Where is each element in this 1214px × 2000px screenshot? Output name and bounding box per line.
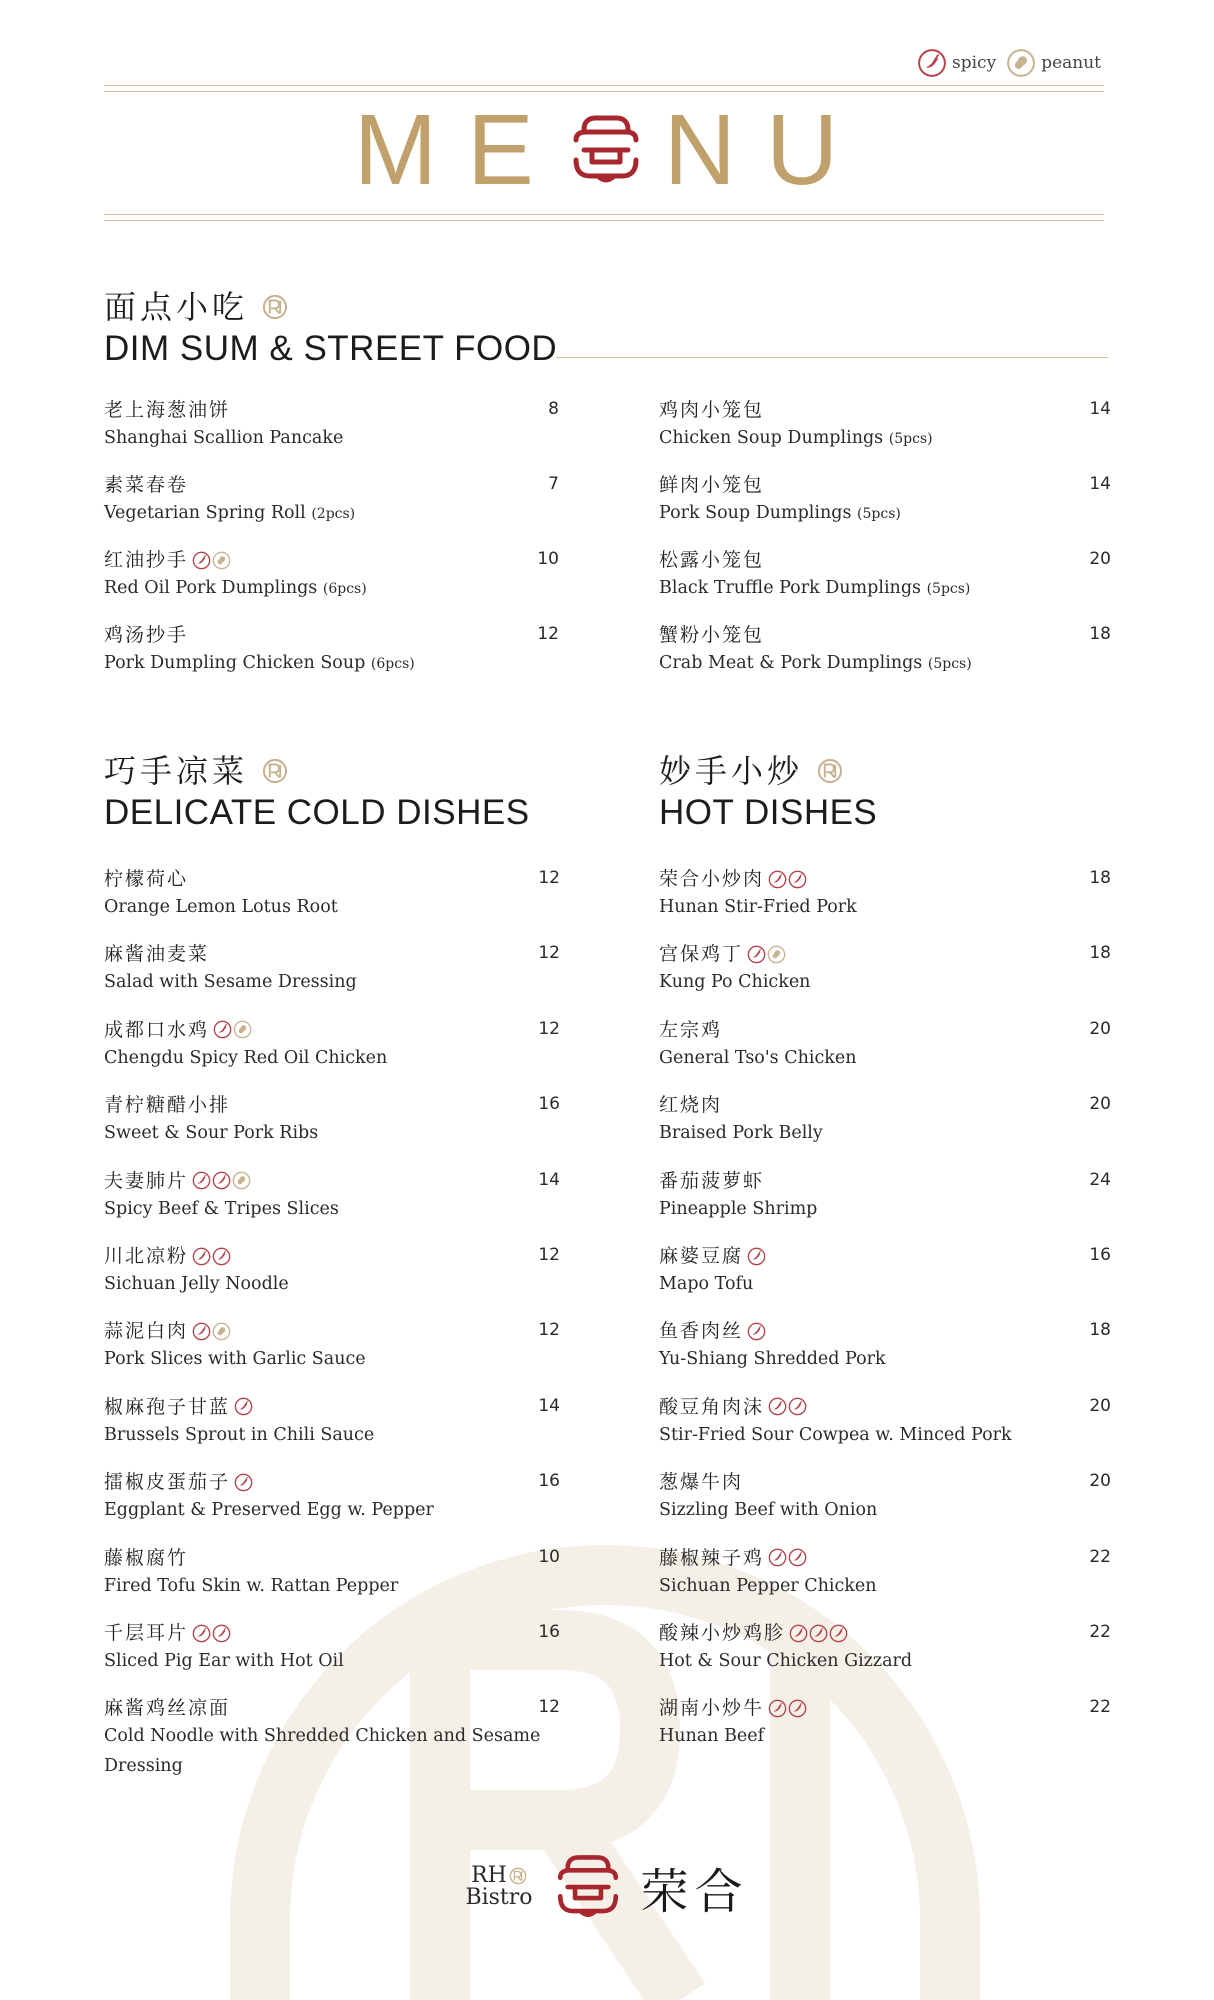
menu-item-name-zh-text: 夫妻肺片	[104, 1169, 189, 1192]
chili-icon	[829, 1624, 848, 1643]
menu-item-name-zh	[659, 1394, 1111, 1420]
menu-item-name-zh-text: 擂椒皮蛋茄子	[104, 1471, 231, 1494]
menu-item-name-zh-text: 老上海葱油饼	[104, 399, 231, 421]
header-rule-top-inner	[104, 91, 1104, 92]
menu-item-price: 8	[548, 399, 559, 419]
chili-icon	[917, 48, 947, 78]
allergen-icons	[789, 1624, 848, 1643]
menu-item-name-en-text: Mapo Tofu	[659, 1274, 754, 1294]
menu-item-name-en-text: Orange Lemon Lotus Root	[104, 897, 338, 917]
allergen-icons	[747, 1322, 766, 1341]
menu-item	[659, 472, 1111, 529]
menu-item-price: 12	[537, 624, 559, 644]
menu-item-name-en	[104, 573, 559, 604]
legend-spicy-label: spicy	[952, 53, 997, 73]
menu-item	[659, 1394, 1111, 1450]
menu-item-name-en	[104, 1118, 560, 1148]
footer-rh: RH	[471, 1863, 507, 1888]
menu-item-name-zh-text: 红烧肉	[659, 1094, 723, 1117]
chili-icon	[747, 1247, 766, 1266]
menu-item-name-en-text: Kung Po Chicken	[659, 972, 811, 993]
menu-item	[104, 397, 559, 453]
menu-item-name-en-text: Sliced Pig Ear with Hot Oil	[104, 1651, 344, 1671]
menu-item	[104, 941, 560, 997]
menu-item-name-en	[104, 1043, 560, 1073]
allergen-icons	[192, 1624, 231, 1643]
allergen-icons	[192, 1171, 251, 1190]
header-rule-bottom	[104, 220, 1104, 221]
menu-item-name-en	[104, 1344, 560, 1374]
menu-item-price: 10	[538, 1546, 560, 1567]
menu-item-pieces: (5pcs)	[926, 581, 971, 597]
menu-item-name-en-text: Stir-Fried Sour Cowpea w. Minced Pork	[659, 1424, 1012, 1445]
menu-item-price: 14	[538, 1395, 560, 1416]
menu-item	[659, 1620, 1111, 1676]
section-title-en: DIM SUM & STREET FOOD	[104, 329, 558, 369]
menu-item-name-zh-text: 鲜肉小笼包	[659, 474, 765, 496]
menu-item-name-en	[659, 1118, 1111, 1148]
section-title-zh-text: 巧手凉菜	[104, 752, 249, 790]
menu-item-name-en-text: Eggplant & Preserved Egg w. Pepper	[104, 1500, 434, 1521]
menu-item-name-zh-text: 松露小笼包	[659, 549, 765, 571]
menu-item-name-zh-text: 湖南小炒牛	[659, 1697, 765, 1720]
menu-item-pieces: (5pcs)	[888, 431, 933, 447]
chili-icon	[768, 1397, 787, 1416]
menu-item-name-zh	[659, 1620, 1111, 1646]
menu-item-name-en	[104, 892, 560, 922]
menu-item-name-en-text: Chicken Soup Dumplings	[659, 428, 884, 448]
menu-item-name-en	[104, 1495, 560, 1525]
peanut-icon	[212, 551, 231, 570]
legend-peanut-label: peanut	[1041, 53, 1101, 73]
allergen-icons	[192, 551, 231, 570]
menu-item-price: 14	[1089, 399, 1111, 419]
menu-item	[659, 1243, 1111, 1299]
menu-item	[104, 866, 560, 922]
menu-item-name-zh	[104, 1017, 560, 1043]
menu-item-name-zh	[659, 397, 1111, 423]
menu-item-name-zh	[659, 1168, 1111, 1194]
menu-item-name-zh	[659, 1017, 1111, 1043]
menu-item-price: 20	[1089, 1094, 1111, 1115]
allergen-icons	[768, 870, 807, 889]
allergen-icons	[747, 1247, 766, 1266]
footer-zh-name: 荣合	[640, 1863, 749, 1920]
menu-item-name-en-text: Red Oil Pork Dumplings	[104, 578, 318, 598]
chili-icon	[747, 1322, 766, 1341]
menu-item-price: 18	[1089, 624, 1111, 644]
chili-icon	[212, 1171, 231, 1190]
menu-item-price: 20	[1089, 1395, 1111, 1416]
chili-icon	[789, 1624, 808, 1643]
menu-item-name-en-text: Sichuan Jelly Noodle	[104, 1274, 289, 1294]
menu-item-name-zh-text: 番茄菠萝虾	[659, 1169, 765, 1192]
menu-item-name-zh-text: 素菜春卷	[104, 474, 189, 496]
rh-mark-icon	[817, 758, 843, 784]
menu-item-name-en-text: Pork Soup Dumplings	[659, 503, 852, 523]
menu-title-letter: U	[766, 94, 861, 206]
menu-item-name-en	[659, 1420, 1111, 1450]
menu-item-name-zh-text: 藤椒辣子鸡	[659, 1546, 765, 1569]
menu-item	[104, 1092, 560, 1148]
legend-spicy	[917, 48, 996, 78]
menu-item-name-zh-text: 左宗鸡	[659, 1018, 723, 1041]
allergen-icons	[768, 1699, 807, 1718]
menu-item-name-zh-text: 鱼香肉丝	[659, 1320, 744, 1343]
menu-item	[104, 1620, 560, 1676]
menu-item-name-en	[104, 423, 559, 453]
menu-item-name-en-text: Sweet & Sour Pork Ribs	[104, 1123, 319, 1144]
menu-item-price: 7	[548, 474, 559, 494]
menu-item-pieces: (5pcs)	[857, 506, 901, 522]
peanut-icon	[232, 1171, 251, 1190]
menu-item-name-zh-text: 椒麻孢子甘蓝	[104, 1395, 231, 1418]
chili-icon	[192, 1624, 211, 1643]
menu-item-name-en	[104, 1420, 560, 1450]
menu-item-name-zh-text: 麻婆豆腐	[659, 1245, 744, 1267]
menu-item-name-zh	[104, 1092, 560, 1118]
menu-item-name-zh	[659, 1318, 1111, 1344]
allergen-icons	[192, 1322, 231, 1341]
section-title-zh	[104, 288, 557, 326]
menu-item-name-en-text: Chengdu Spicy Red Oil Chicken	[104, 1047, 388, 1068]
chili-icon	[213, 1020, 232, 1039]
chili-icon	[234, 1397, 253, 1416]
rh-mark-icon	[262, 294, 288, 320]
menu-item-name-zh	[659, 622, 1111, 648]
menu-item-price: 18	[1089, 868, 1111, 888]
allergen-icons	[768, 1397, 807, 1416]
menu-item-name-zh-text: 麻酱鸡丝凉面	[104, 1697, 231, 1720]
menu-item-name-zh	[104, 472, 559, 498]
menu-item-price: 12	[538, 1245, 560, 1265]
allergen-icons	[213, 1020, 252, 1039]
brand-logo-icon	[549, 1850, 627, 1924]
menu-item-name-zh-text: 酸豆角肉沫	[659, 1395, 765, 1418]
chili-icon	[809, 1624, 828, 1643]
menu-item-name-zh-text: 麻酱油麦菜	[104, 943, 210, 966]
menu-item-name-zh-text: 藤椒腐竹	[104, 1546, 189, 1569]
menu-item-name-en-text: Black Truffle Pork Dumplings	[659, 578, 921, 598]
menu-item	[104, 472, 559, 529]
menu-item-name-en-text: Hot & Sour Chicken Gizzard	[659, 1651, 913, 1671]
menu-item-pieces: (6pcs)	[370, 656, 415, 672]
chili-icon	[192, 1247, 211, 1266]
menu-item-price: 22	[1089, 1622, 1111, 1642]
menu-item-name-en	[659, 967, 1111, 997]
peanut-icon	[212, 1322, 231, 1341]
menu-item-name-zh-text: 柠檬荷心	[104, 868, 189, 890]
menu-item-name-zh	[104, 1168, 560, 1194]
allergen-icons	[192, 1247, 231, 1266]
peanut-icon	[1006, 48, 1036, 78]
section-title-en: DELICATE COLD DISHES	[104, 793, 530, 833]
menu-item-name-zh	[104, 941, 560, 967]
menu-item-name-zh	[659, 866, 1111, 892]
menu-item-name-zh	[104, 1394, 560, 1420]
menu-item-name-zh-text: 宫保鸡丁	[659, 943, 744, 966]
menu-title	[0, 94, 1214, 206]
menu-item-name-zh	[104, 1243, 560, 1269]
menu-item	[104, 1243, 560, 1299]
section-title-zh-text: 妙手小炒	[659, 752, 804, 790]
menu-item-price: 24	[1089, 1169, 1111, 1190]
menu-item-name-en	[659, 498, 1111, 529]
menu-item-name-zh-text: 荣合小炒肉	[659, 868, 765, 890]
menu-item-name-en	[659, 1571, 1111, 1601]
chili-icon	[768, 870, 787, 889]
section-title-en: HOT DISHES	[659, 793, 878, 833]
chili-icon	[192, 1171, 211, 1190]
chili-icon	[212, 1624, 231, 1643]
menu-item	[659, 1469, 1111, 1525]
section-title-zh-text: 面点小吃	[104, 288, 249, 326]
menu-item-pieces: (5pcs)	[927, 656, 972, 672]
section-dim-sum	[104, 288, 557, 370]
menu-item-name-en-text: Hunan Beef	[659, 1726, 765, 1747]
menu-item	[659, 547, 1111, 604]
menu-item-name-en	[104, 648, 559, 679]
footer-bistro: Bistro	[465, 1885, 533, 1910]
menu-item-name-en-text: Spicy Beef & Tripes Slices	[104, 1198, 339, 1219]
allergen-legend	[917, 48, 1101, 78]
menu-item-name-en	[659, 892, 1111, 922]
menu-item-name-en	[104, 1571, 560, 1601]
menu-item	[659, 1695, 1111, 1751]
menu-item	[659, 866, 1111, 922]
allergen-icons	[234, 1397, 253, 1416]
menu-item-name-zh	[104, 622, 559, 648]
chili-icon	[747, 945, 766, 964]
menu-title-letter: N	[663, 94, 758, 206]
menu-item-name-en	[659, 1721, 1111, 1751]
menu-item-name-zh	[104, 1469, 560, 1495]
menu-item-name-en	[104, 1646, 560, 1676]
chili-icon	[768, 1699, 787, 1718]
peanut-icon	[233, 1020, 252, 1039]
section-hot-dishes	[659, 752, 877, 834]
menu-item-name-zh-text: 鸡汤抄手	[104, 624, 189, 646]
menu-item-price: 14	[538, 1169, 560, 1190]
menu-title-letter: M	[353, 94, 460, 206]
menu-item-price: 16	[538, 1471, 560, 1492]
chili-icon	[192, 551, 211, 570]
menu-item-price: 20	[1089, 1471, 1111, 1492]
menu-item-name-en	[104, 1194, 560, 1224]
chili-icon	[788, 870, 807, 889]
menu-item	[104, 1168, 560, 1224]
menu-item-name-zh	[659, 1469, 1111, 1495]
menu-item-name-zh	[104, 547, 559, 573]
menu-item-price: 12	[538, 1018, 560, 1039]
menu-item	[104, 1017, 560, 1073]
menu-item	[104, 622, 559, 679]
menu-item	[659, 1168, 1111, 1224]
chili-icon	[788, 1699, 807, 1718]
menu-item-name-en-text: Crab Meat & Pork Dumplings	[659, 653, 923, 673]
menu-item-name-zh	[659, 547, 1111, 573]
allergen-icons	[747, 945, 786, 964]
menu-item-name-en	[659, 1043, 1111, 1073]
section-cold-dishes	[104, 752, 530, 834]
menu-item-name-zh	[104, 1545, 560, 1571]
chili-icon	[234, 1473, 253, 1492]
menu-title-letter: E	[467, 94, 556, 206]
menu-item-name-en-text: Pork Slices with Garlic Sauce	[104, 1349, 366, 1370]
menu-item-name-zh	[659, 1243, 1111, 1269]
chili-icon	[788, 1548, 807, 1567]
menu-item	[659, 1318, 1111, 1374]
menu-item-name-en-text: Salad with Sesame Dressing	[104, 972, 357, 993]
menu-item-price: 14	[1089, 474, 1111, 494]
section-title-zh	[659, 752, 877, 790]
menu-item-name-en	[659, 1194, 1111, 1224]
menu-item-price: 10	[537, 549, 559, 569]
menu-item-price: 22	[1089, 1546, 1111, 1567]
menu-item-name-zh	[659, 1092, 1111, 1118]
allergen-icons	[768, 1548, 807, 1567]
menu-item-name-en	[659, 1495, 1111, 1525]
menu-item-name-en	[659, 648, 1111, 679]
section-divider	[556, 357, 1108, 358]
menu-item-price: 20	[1089, 1018, 1111, 1039]
menu-item-name-zh-text: 千层耳片	[104, 1622, 189, 1644]
menu-item-name-zh	[104, 1620, 560, 1646]
menu-item-price: 16	[1089, 1245, 1111, 1265]
menu-item-name-zh-text: 红油抄手	[104, 549, 189, 571]
menu-item-price: 12	[538, 943, 560, 964]
menu-item	[104, 1318, 560, 1374]
menu-item-pieces: (2pcs)	[311, 506, 356, 522]
menu-item-price: 12	[538, 868, 560, 888]
menu-item-name-en	[659, 423, 1111, 454]
section-title-zh	[104, 752, 530, 790]
menu-item	[659, 941, 1111, 997]
menu-item-name-zh-text: 蒜泥白肉	[104, 1320, 189, 1343]
menu-item-name-en-text: Vegetarian Spring Roll	[104, 503, 306, 523]
legend-peanut	[1006, 48, 1101, 78]
brand-logo-icon	[570, 110, 642, 190]
menu-item-name-zh-text: 蟹粉小笼包	[659, 624, 765, 646]
menu-item-name-zh	[104, 1695, 560, 1721]
menu-item-name-en-text: Braised Pork Belly	[659, 1123, 823, 1144]
menu-item-name-zh-text: 酸辣小炒鸡胗	[659, 1622, 786, 1644]
menu-item	[104, 1695, 560, 1781]
menu-item	[659, 1092, 1111, 1148]
menu-item-name-en	[104, 1721, 560, 1781]
header-rule-top	[104, 85, 1104, 86]
menu-item	[659, 1017, 1111, 1073]
menu-item-name-en	[104, 1269, 560, 1299]
menu-item-name-en-text: Pork Dumpling Chicken Soup	[104, 653, 366, 673]
footer-rh-bistro	[465, 1865, 532, 1909]
footer-brand	[0, 1850, 1214, 1924]
menu-item-price: 18	[1089, 1320, 1111, 1341]
menu-item-price: 16	[538, 1094, 560, 1115]
menu-item-price: 12	[538, 1320, 560, 1341]
menu-item-name-en	[104, 967, 560, 997]
menu-item-name-zh	[659, 472, 1111, 498]
menu-item	[104, 1394, 560, 1450]
menu-item-name-zh	[659, 1545, 1111, 1571]
menu-item	[104, 547, 559, 604]
menu-item	[659, 397, 1111, 454]
header-rule-bottom-inner	[104, 214, 1104, 215]
menu-item-name-en	[659, 1646, 1111, 1676]
menu-item-name-en-text: Pineapple Shrimp	[659, 1198, 818, 1219]
menu-item-name-en-text: Sizzling Beef with Onion	[659, 1500, 878, 1521]
menu-item-price: 12	[538, 1697, 560, 1718]
chili-icon	[768, 1548, 787, 1567]
menu-item-name-en-text: Brussels Sprout in Chili Sauce	[104, 1424, 375, 1445]
menu-item-name-en-text: Yu-Shiang Shredded Pork	[659, 1349, 886, 1370]
menu-item-price: 22	[1089, 1697, 1111, 1718]
menu-item-name-en	[659, 1344, 1111, 1374]
menu-item-name-en-text: General Tso's Chicken	[659, 1047, 857, 1068]
peanut-icon	[767, 945, 786, 964]
menu-item-name-en	[104, 498, 559, 529]
menu-item-name-en-text: Fired Tofu Skin w. Rattan Pepper	[104, 1575, 399, 1596]
menu-item-name-zh	[659, 941, 1111, 967]
menu-item-name-zh-text: 川北凉粉	[104, 1245, 189, 1267]
menu-item-name-en-text: Sichuan Pepper Chicken	[659, 1575, 877, 1596]
menu-item-name-en-text: Shanghai Scallion Pancake	[104, 428, 344, 448]
menu-item-name-zh-text: 成都口水鸡	[104, 1018, 210, 1041]
menu-item-name-en-text: Hunan Stir-Fried Pork	[659, 897, 857, 917]
menu-item-name-en-text: Cold Noodle with Shredded Chicken and Sesame Dressing	[104, 1726, 541, 1777]
allergen-icons	[234, 1473, 253, 1492]
rh-mark-icon	[509, 1867, 527, 1885]
menu-item-name-zh	[659, 1695, 1111, 1721]
menu-item	[104, 1545, 560, 1601]
menu-item-name-zh-text: 葱爆牛肉	[659, 1471, 744, 1494]
menu-item	[659, 622, 1111, 679]
menu-item-name-zh	[104, 1318, 560, 1344]
menu-item-name-zh-text: 青柠糖醋小排	[104, 1094, 231, 1117]
menu-item	[104, 1469, 560, 1525]
menu-item-name-en	[659, 573, 1111, 604]
chili-icon	[212, 1247, 231, 1266]
menu-item	[659, 1545, 1111, 1601]
menu-item-name-zh	[104, 866, 560, 892]
menu-item-price: 20	[1089, 549, 1111, 569]
menu-item-price: 16	[538, 1622, 560, 1642]
chili-icon	[192, 1322, 211, 1341]
chili-icon	[788, 1397, 807, 1416]
menu-item-name-zh	[104, 397, 559, 423]
menu-item-name-en	[659, 1269, 1111, 1299]
menu-item-pieces: (6pcs)	[322, 581, 367, 597]
rh-mark-icon	[262, 758, 288, 784]
menu-item-name-zh-text: 鸡肉小笼包	[659, 399, 765, 421]
menu-item-price: 18	[1089, 943, 1111, 964]
